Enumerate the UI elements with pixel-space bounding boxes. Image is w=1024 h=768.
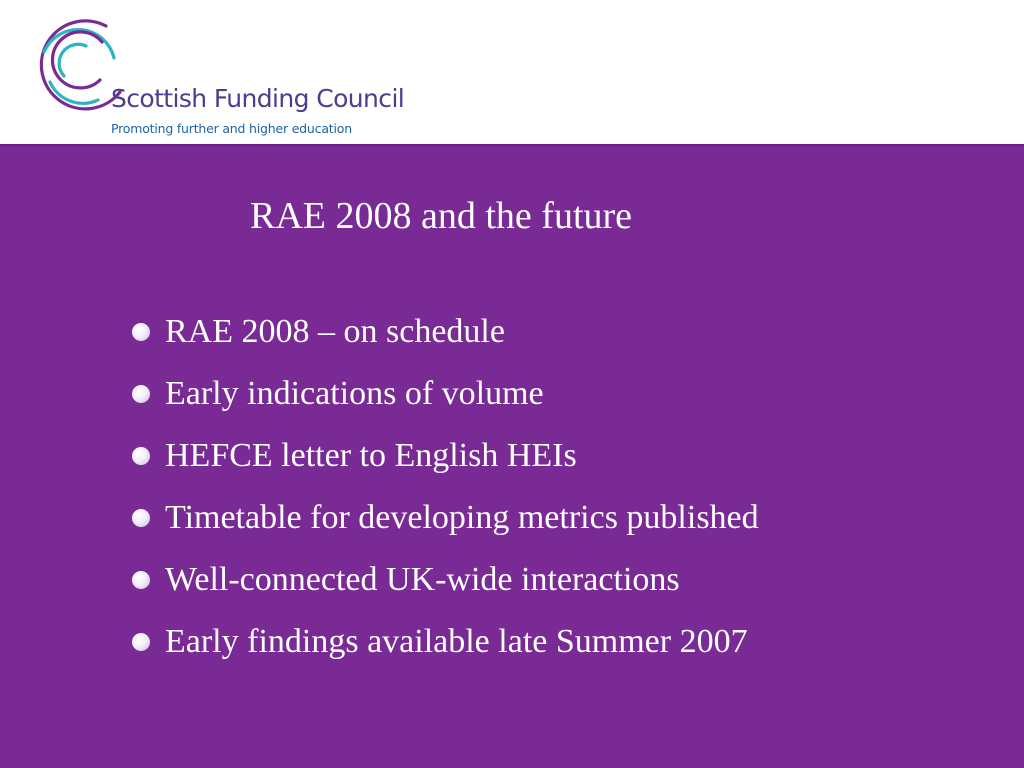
bullet-dot-icon (132, 447, 150, 465)
bullet-dot-icon (132, 385, 150, 403)
slide-body (0, 144, 1024, 768)
bullet-dot-icon (132, 509, 150, 527)
bullet-text: Early indications of volume (165, 375, 544, 412)
bullet-text: HEFCE letter to English HEIs (165, 437, 577, 474)
bullet-text: RAE 2008 – on schedule (165, 313, 505, 350)
bullet-item (132, 549, 759, 611)
bullet-dot-icon (132, 633, 150, 651)
bullet-item (132, 487, 759, 549)
bullet-item (132, 363, 759, 425)
bullet-item (132, 425, 759, 487)
bullet-dot-icon (132, 571, 150, 589)
bullet-text: Well-connected UK-wide interactions (165, 561, 680, 598)
org-name: Scottish Funding Council (111, 84, 405, 113)
bullet-item (132, 611, 759, 673)
bullet-text: Timetable for developing metrics published (165, 499, 759, 536)
header (0, 0, 1024, 144)
bullet-text: Early findings available late Summer 2007 (165, 623, 748, 660)
slide-title: RAE 2008 and the future (250, 195, 633, 237)
bullet-dot-icon (132, 323, 150, 341)
bullet-item (132, 301, 759, 363)
org-tagline: Promoting further and higher education (111, 121, 352, 136)
bullet-list (132, 301, 759, 673)
